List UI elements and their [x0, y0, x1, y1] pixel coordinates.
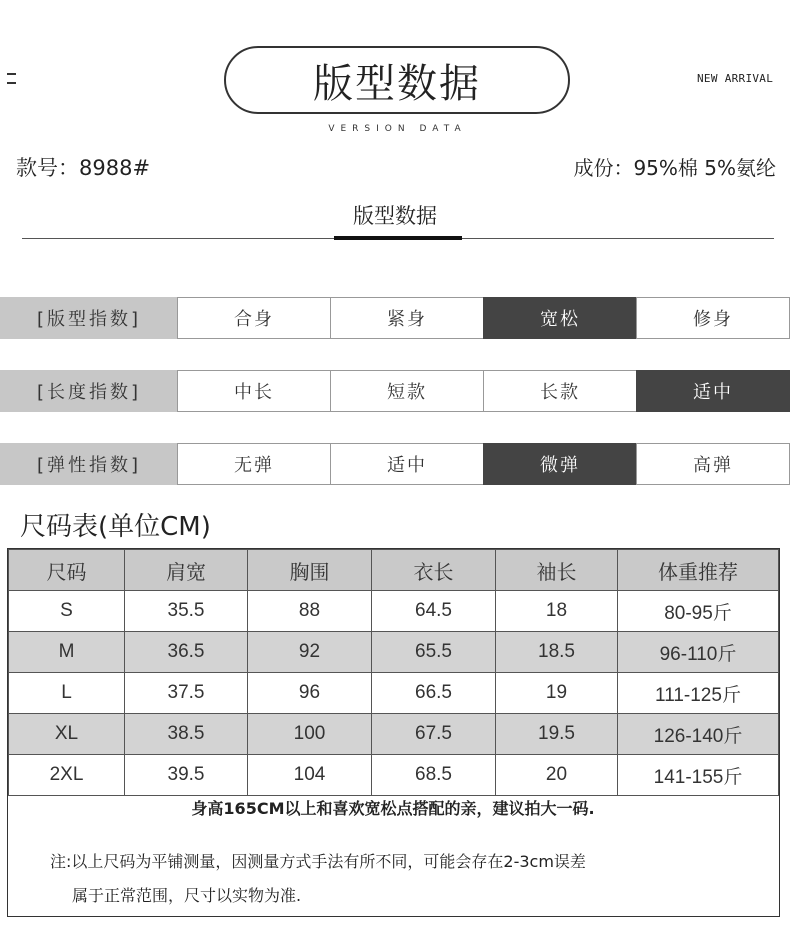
table-cell: 18.5: [496, 632, 618, 673]
table-cell: 37.5: [125, 673, 248, 714]
section-divider-accent: [334, 236, 462, 240]
stretch-option-2: 适中: [330, 443, 484, 485]
measurement-note: 注:以上尺码为平铺测量，因测量方式手法有所不同，可能会存在2-3cm误差: [50, 852, 586, 871]
header-cell: 肩宽: [125, 550, 248, 591]
table-cell: 19: [496, 673, 618, 714]
fit-option-2: 紧身: [330, 297, 484, 339]
stretch-option-1: 无弹: [177, 443, 331, 485]
table-cell: 65.5: [372, 632, 496, 673]
page-title: 版型数据: [224, 46, 570, 114]
fit-option-3: 宽松: [483, 297, 637, 339]
table-cell: XL: [9, 714, 125, 755]
table-cell: 96: [248, 673, 372, 714]
table-row: [9, 632, 779, 673]
stretch-option-4: 高弹: [636, 443, 790, 485]
table-cell: 20: [496, 755, 618, 796]
fit-option-4: 修身: [636, 297, 790, 339]
stretch-index-label: [弹性指数]: [0, 443, 178, 485]
length-index-row: [0, 370, 790, 412]
table-cell: 88: [248, 591, 372, 632]
table-row: [9, 673, 779, 714]
table-cell: S: [9, 591, 125, 632]
table-cell: 68.5: [372, 755, 496, 796]
table-cell: 66.5: [372, 673, 496, 714]
fit-index-row: [0, 297, 790, 339]
table-cell: 64.5: [372, 591, 496, 632]
length-index-label: [长度指数]: [0, 370, 178, 412]
new-arrival-badge: NEW ARRIVAL: [697, 72, 774, 85]
stretch-option-3: 微弹: [483, 443, 637, 485]
style-number: 款号：8988#: [16, 156, 151, 180]
header-cell: 尺码: [9, 550, 125, 591]
table-cell: 80-95斤: [618, 591, 779, 632]
header-cell: 体重推荐: [618, 550, 779, 591]
fit-index-label: [版型指数]: [0, 297, 178, 339]
length-option-2: 短款: [330, 370, 484, 412]
size-table-title: 尺码表(单位CM): [20, 512, 211, 542]
table-cell: 18: [496, 591, 618, 632]
length-option-1: 中长: [177, 370, 331, 412]
table-cell: 67.5: [372, 714, 496, 755]
fit-option-1: 合身: [177, 297, 331, 339]
table-row: [9, 714, 779, 755]
header-cell: 袖长: [496, 550, 618, 591]
menu-icon: [7, 70, 16, 84]
header-cell: 胸围: [248, 550, 372, 591]
size-table-box: [7, 548, 780, 917]
section-title: 版型数据: [353, 204, 437, 228]
length-option-4: 适中: [636, 370, 790, 412]
table-cell: 36.5: [125, 632, 248, 673]
table-cell: 104: [248, 755, 372, 796]
length-option-3: 长款: [483, 370, 637, 412]
table-cell: 38.5: [125, 714, 248, 755]
table-row: [9, 591, 779, 632]
table-cell: 35.5: [125, 591, 248, 632]
table-cell: 39.5: [125, 755, 248, 796]
header-cell: 衣长: [372, 550, 496, 591]
table-cell: M: [9, 632, 125, 673]
english-subtitle: VERSION DATA: [328, 124, 467, 134]
table-cell: 96-110斤: [618, 632, 779, 673]
table-cell: 100: [248, 714, 372, 755]
stretch-index-row: [0, 443, 790, 485]
size-table: [8, 549, 779, 796]
table-cell: 141-155斤: [618, 755, 779, 796]
size-tip: 身高165CM以上和喜欢宽松点搭配的亲，建议拍大一码.: [191, 799, 595, 818]
table-cell: 19.5: [496, 714, 618, 755]
size-table-header-row: [9, 550, 779, 591]
material-composition: 成份：95%棉 5%氨纶: [573, 156, 776, 180]
measurement-note-continued: 属于正常范围，尺寸以实物为准.: [72, 886, 302, 905]
table-cell: 2XL: [9, 755, 125, 796]
table-row: [9, 755, 779, 796]
table-cell: 126-140斤: [618, 714, 779, 755]
table-cell: 92: [248, 632, 372, 673]
table-cell: L: [9, 673, 125, 714]
table-cell: 111-125斤: [618, 673, 779, 714]
